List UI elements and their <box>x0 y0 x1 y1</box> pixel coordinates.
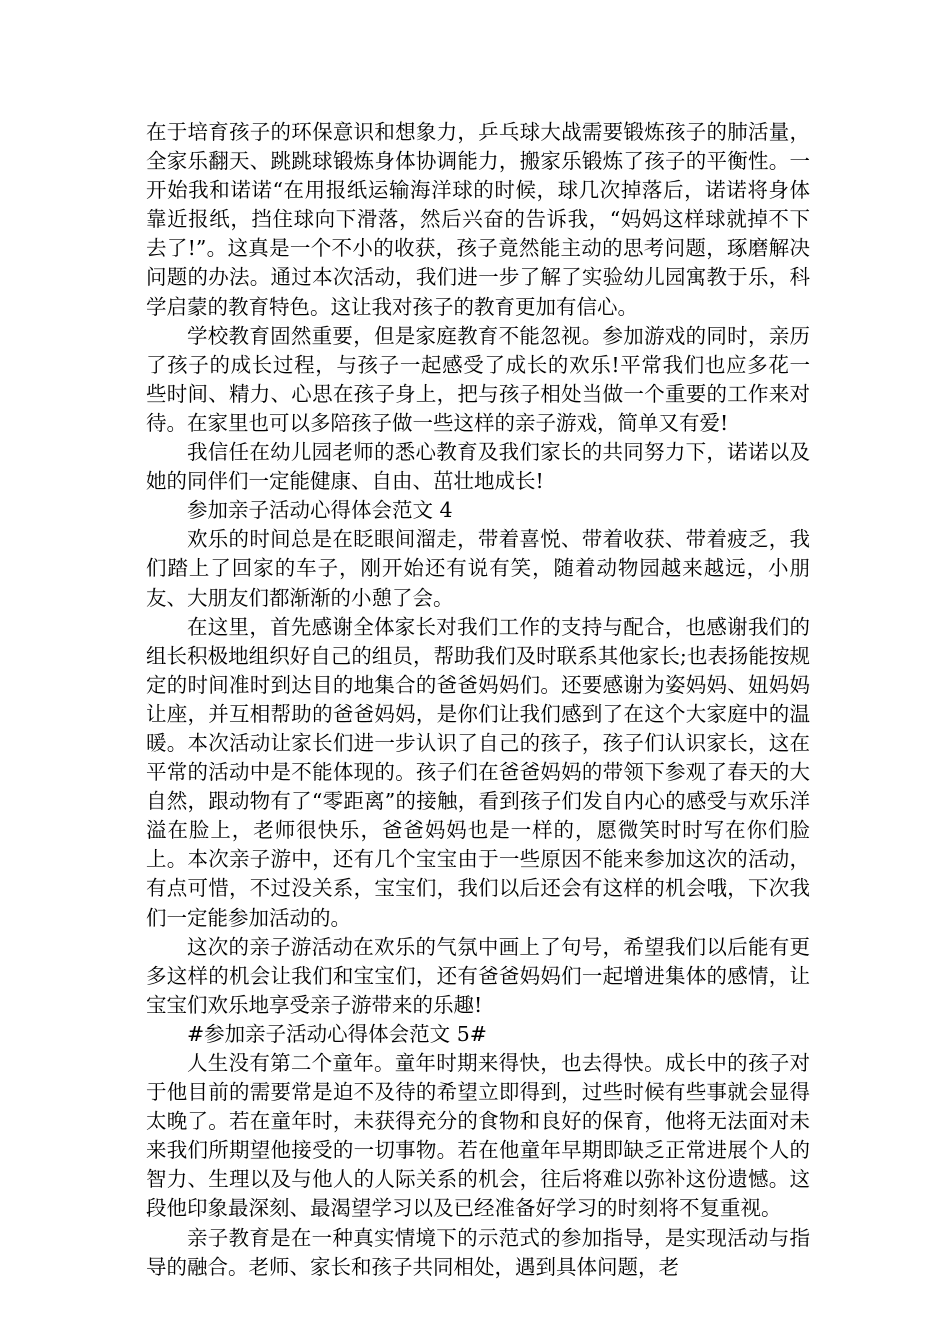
section-heading-4: 参加亲子活动心得体会范文 4 <box>187 498 453 523</box>
paragraph-7: 人生没有第二个童年。童年时期来得快，也去得快。成长中的孩子对于他目前的需要常是迫不及待的希望立即得到，过些时候有些事就会显得太晚了。若在童年时，未获得充分的食物和良好的保育，他将无法面对未来我们所期望他接受的一切事物。若在他童年早期即缺乏正常进展个人的智力、生理以及与他人的人际关系的机会，往后将难以弥补这份遗憾。这段他印象最深刻、最渴望学习以及已经准备好学习的时刻将不复重视。 <box>146 1051 810 1221</box>
section-heading-5: #参加亲子活动心得体会范文 5# <box>187 1021 487 1046</box>
paragraph-4: 欢乐的时间总是在眨眼间溜走，带着喜悦、带着收获、带着疲乏，我们踏上了回家的车子，刚开始还有说有笑，随着动物园越来越远，小朋友、大朋友们都渐渐的小憩了会。 <box>146 527 810 610</box>
document-page <box>146 118 810 1282</box>
paragraph-6: 这次的亲子游活动在欢乐的气氛中画上了句号，希望我们以后能有更多这样的机会让我们和宝宝们，还有爸爸妈妈们一起增进集体的感情，让宝宝们欢乐地享受亲子游带来的乐趣! <box>146 934 810 1017</box>
paragraph-8: 亲子教育是在一种真实情境下的示范式的参加指导，是实现活动与指导的融合。老师、家长和孩子共同相处，遇到具体问题，老 <box>146 1225 810 1279</box>
paragraph-2: 学校教育固然重要，但是家庭教育不能忽视。参加游戏的同时，亲历了孩子的成长过程，与孩子一起感受了成长的欢乐!平常我们也应多花一些时间、精力、心思在孩子身上，把与孩子相处当做一个重要的工作来对待。在家里也可以多陪孩子做一些这样的亲子游戏，简单又有爱! <box>146 323 810 435</box>
paragraph-5: 在这里，首先感谢全体家长对我们工作的支持与配合，也感谢我们的组长积极地组织好自己的组员，帮助我们及时联系其他家长;也表扬能按规定的时间准时到达目的地集合的爸爸妈妈们。还要感谢为姿妈妈、妞妈妈让座，并互相帮助的爸爸妈妈，是你们让我们感到了在这个大家庭中的温暖。本次活动让家长们进一步认识了自己的孩子，孩子们认识家长，这在平常的活动中是不能体现的。孩子们在爸爸妈妈的带领下参观了春天的大自然，跟动物有了“零距离”的接触，看到孩子们发自内心的感受与欢乐洋溢在脸上，老师很快乐，爸爸妈妈也是一样的，愿微笑时时写在你们脸上。本次亲子游中，还有几个宝宝由于一些原因不能来参加这次的活动，有点可惜，不过没关系，宝宝们，我们以后还会有这样的机会哦，下次我们一定能参加活动的。 <box>146 614 810 930</box>
paragraph-1: 在于培育孩子的环保意识和想象力，乒乓球大战需要锻炼孩子的肺活量，全家乐翻天、跳跳球锻炼身体协调能力，搬家乐锻炼了孩子的平衡性。一开始我和诺诺“在用报纸运输海洋球的时候，球几次掉落后，诺诺将身体靠近报纸，挡住球向下滑落，然后兴奋的告诉我，“妈妈这样球就掉不下去了!”。这真是一个不小的收获，孩子竟然能主动的思考问题，琢磨解决问题的办法。通过本次活动，我们进一步了解了实验幼儿园寓教于乐，科学启蒙的教育特色。这让我对孩子的教育更加有信心。 <box>146 120 810 319</box>
paragraph-3: 我信任在幼儿园老师的悉心教育及我们家长的共同努力下，诺诺以及她的同伴们一定能健康、自由、茁壮地成长! <box>146 440 810 494</box>
